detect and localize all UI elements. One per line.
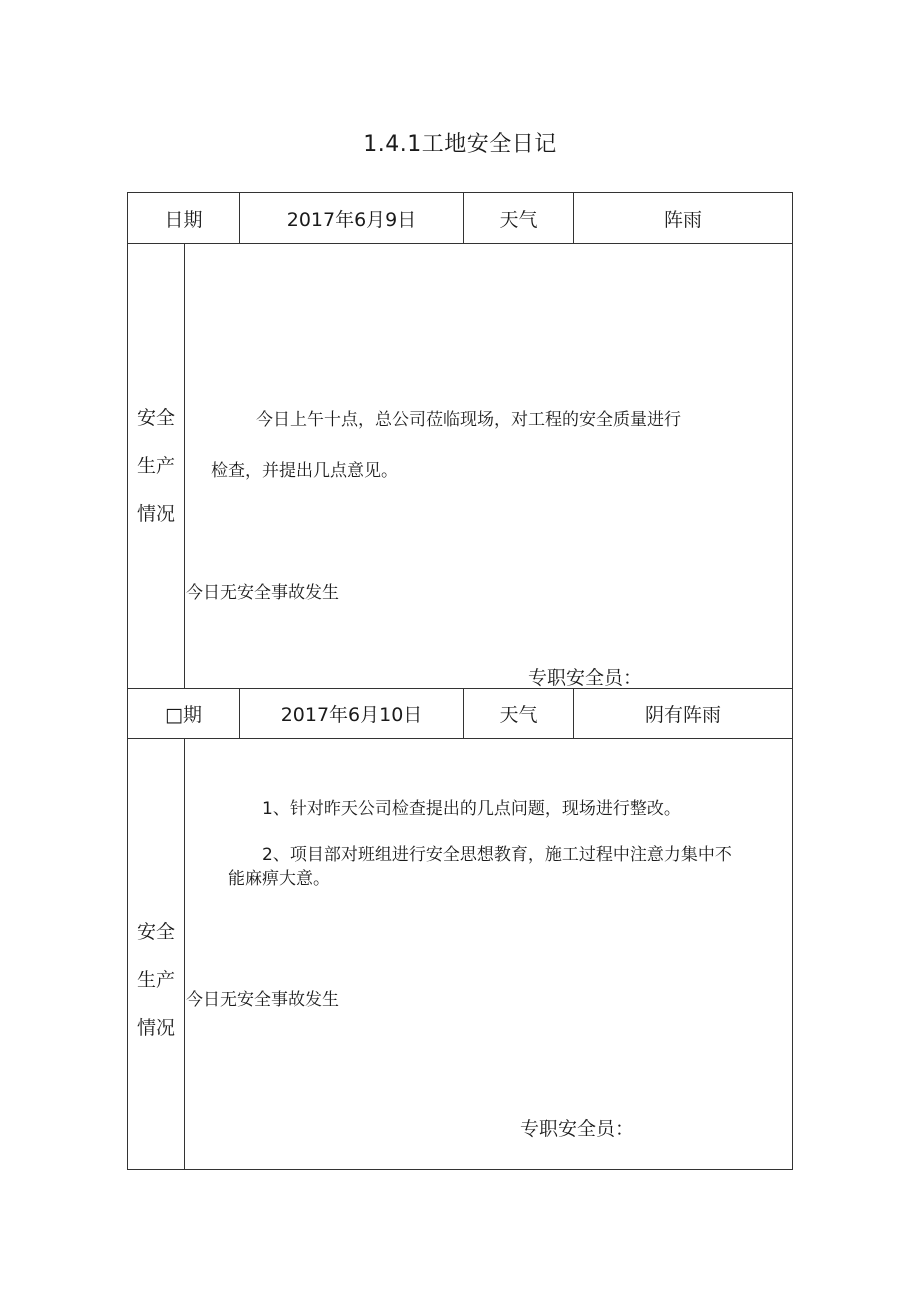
weather-value: 阴有阵雨	[644, 704, 721, 726]
date-value: 2017年6月10日	[280, 704, 423, 726]
content-line: 2、项目部对班组进行安全思想教育，施工过程中注意力集中不	[262, 845, 732, 865]
weather-value-cell	[573, 192, 793, 244]
weather-value-cell	[573, 688, 793, 739]
date-label: 日期	[164, 208, 203, 231]
section-label-cell	[127, 738, 185, 1170]
no-accident-text: 今日无安全事故发生	[186, 583, 339, 603]
weather-label-cell	[463, 192, 574, 244]
date-value-cell	[239, 192, 464, 244]
section-label-line: 安全	[136, 407, 175, 429]
weather-value: 阵雨	[663, 208, 702, 231]
content-line: 今日上午十点，总公司莅临现场，对工程的安全质量进行	[256, 410, 681, 430]
section-label-line: 情况	[136, 1017, 175, 1039]
signature-label: 专职安全员：	[528, 667, 643, 689]
signature-label: 专职安全员：	[520, 1118, 635, 1140]
content-line: 检查，并提出几点意见。	[211, 461, 398, 481]
page-title: 1.4.1工地安全日记	[363, 132, 557, 157]
weather-label: 天气	[499, 208, 538, 231]
date-label-cell	[127, 192, 240, 244]
weather-label-cell	[463, 688, 574, 739]
content-line: 能麻痹大意。	[228, 869, 330, 889]
section-label-cell	[127, 243, 185, 689]
date-label: □期	[165, 704, 202, 726]
section-label-line: 生产	[136, 455, 175, 477]
date-value: 2017年6月9日	[286, 208, 417, 231]
weather-label: 天气	[499, 704, 538, 726]
date-value-cell	[239, 688, 464, 739]
section-label-line: 生产	[136, 969, 175, 991]
no-accident-text: 今日无安全事故发生	[186, 990, 339, 1010]
date-label-cell	[127, 688, 240, 739]
section-label-line: 安全	[136, 921, 175, 943]
section-label-line: 情况	[136, 503, 175, 525]
content-line: 1、针对昨天公司检查提出的几点问题，现场进行整改。	[262, 799, 681, 819]
